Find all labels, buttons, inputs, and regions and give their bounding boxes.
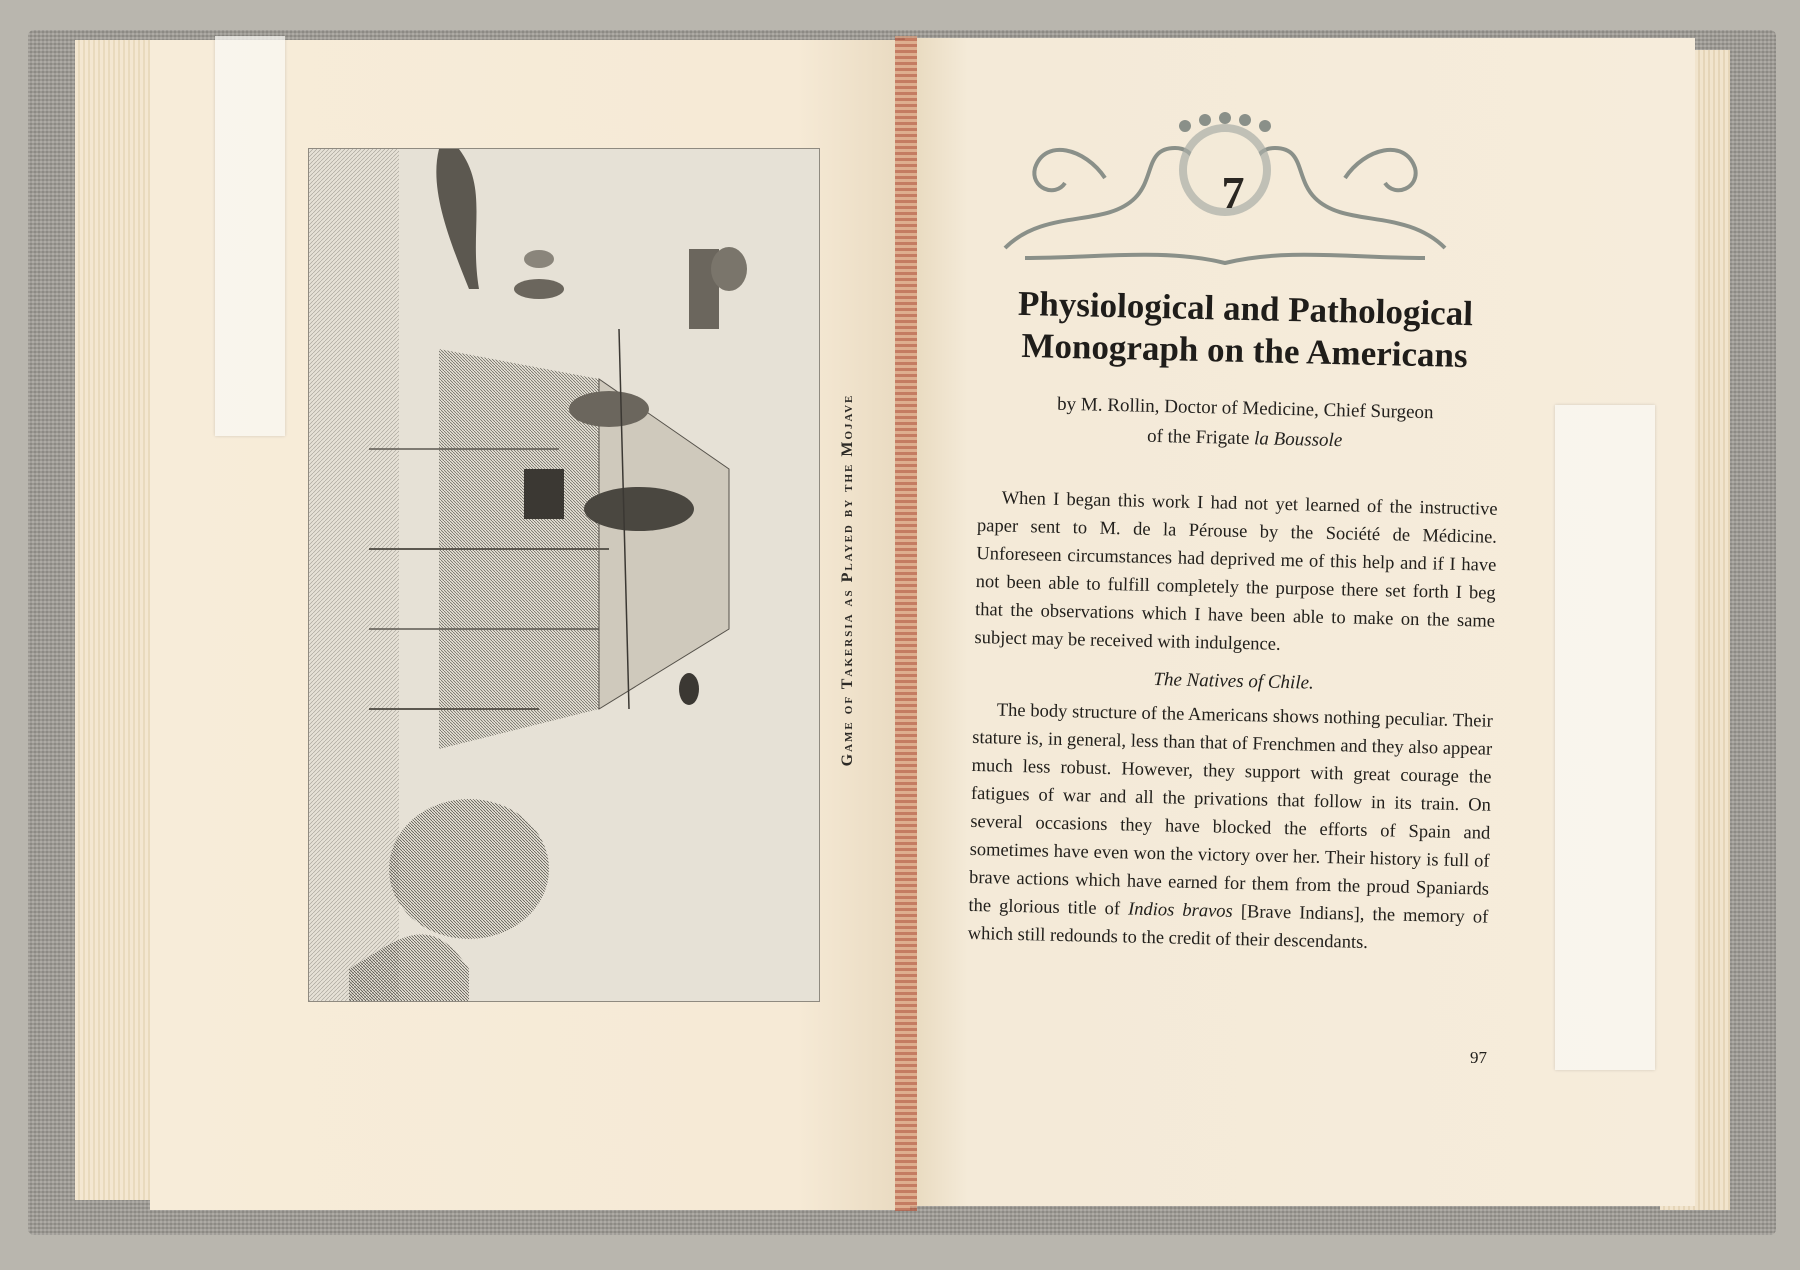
paragraph-2	[967, 696, 1493, 960]
paragraph-2-italic: Indios bravos	[1127, 899, 1233, 922]
plate-caption-text: Game of Takersia as Played by the Mojave	[839, 393, 856, 767]
chapter-number: 7	[1221, 167, 1245, 218]
byline-line-2-prefix: of the Frigate	[1146, 425, 1255, 450]
byline-ship-name: la Boussole	[1253, 428, 1343, 452]
section-heading: The Natives of Chile.	[1153, 669, 1315, 694]
title-line-1: Physiological and Pathological	[1017, 283, 1474, 334]
paragraph-2-part-2: [Brave Indians], the memory of which still redounds to the credit of their descendants.	[967, 901, 1489, 953]
chapter-title	[984, 282, 1506, 378]
title-line-2: Monograph on the Americans	[1021, 325, 1469, 376]
engraving-image	[309, 149, 819, 1001]
byline-line-1: by M. Rollin, Doctor of Medicine, Chief Surgeon	[1056, 393, 1434, 424]
byline	[984, 388, 1505, 460]
page-marker-tab-right[interactable]	[1555, 405, 1655, 1070]
paragraph-1: When I began this work I had not yet learned of the instructive paper sent to M. de la Pérouse by the Société de Médicine. Unforeseen circumstances had deprived me of this help and if I have not been able to fulfill completely the purpose there set forth I beg that the observations which I have been able to make on the same subject may be received with indulgence.	[974, 488, 1498, 655]
body-text	[967, 484, 1497, 960]
page-number: 97	[1470, 1048, 1487, 1067]
paragraph-2-part-1: The body structure of the Americans shows nothing peculiar. Their stature is, in general, less than that of Frenchmen and they also appear much less robust. However, they support with great courage the fatigues of war and all the privations that follow in its train. On several occasions they have blocked the efforts of Spain and sometimes have even won the victory over her. Their history is full of brave actions which have earned for them from the proud Spaniards the glorious title of	[968, 700, 1493, 920]
engraving-plate	[308, 148, 820, 1002]
book-gutter	[895, 36, 917, 1211]
page-marker-tab-left[interactable]	[215, 36, 285, 436]
